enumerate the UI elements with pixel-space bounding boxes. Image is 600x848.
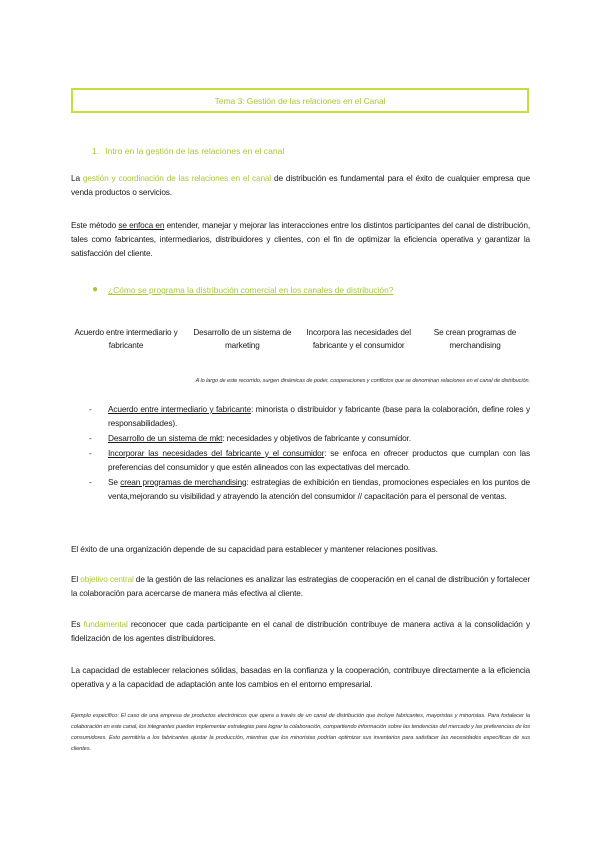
highlight-text: fundamental [83, 619, 128, 629]
question-bullet [92, 285, 393, 295]
stage-item: Se crean programas de merchandising [433, 328, 517, 350]
dash-marker: - [89, 404, 92, 414]
dash-marker: - [89, 447, 92, 458]
list-item [89, 431, 530, 445]
text-run: entender, manejar y mejorar las interacciones entre los distintos participantes del canal de distribución, tales como fabricantes, intermediarios, distribuidores y clientes, con el fin de optimizar la eficiencia operativa y garantizar la satisfacción del cliente. [71, 220, 531, 259]
paragraph-intro [71, 171, 530, 199]
dash-list [89, 402, 530, 503]
underlined-text: Desarrollo de un sistema de mkt [108, 432, 223, 443]
stages-caption: A lo largo de este recorrido, surgen dinámicas de poder, cooperaciones y conflictos que se denominan relaciones en el canal de distribución. [195, 378, 530, 384]
list-item [89, 446, 530, 474]
text-run: : estrategias de exhibición en tiendas, promociones especiales en los puntos de venta,mejorando su visibilidad y atrayendo la atención del consumidor // capacitación para el personal de ventas. [108, 476, 531, 501]
bullet-icon: ● [92, 284, 99, 295]
paragraph-objective [71, 572, 530, 600]
question-text: ¿Cómo se programa la distribución comercial en los canales de distribución? [108, 285, 394, 295]
section-label: Intro en la gestión de las relaciones en el canal [105, 146, 285, 156]
underlined-text: se enfoca en [118, 220, 165, 230]
list-item [89, 475, 530, 503]
text-run: Se [108, 476, 121, 487]
text-run: El [71, 574, 81, 584]
example-note: Ejemplo específico: El caso de una empresa de productos electrónicos que opera a través de un canal de distribución que incluye fabricantes, mayoristas y minoristas. Para fortalecer la colaboración en este canal, los integrantes pueden implementar estrategias para lograr la colaboración, compartiendo información sobre las tendencias del mercado y las preferencias de los consumidores. Esto permitiría a los fabricantes ajustar la producción, mientras que los minoristas podrían optimizar sus inventarios para satisfacer las necesidades específicas de sus clientes. [71, 713, 531, 752]
text-run: Este método [71, 220, 119, 230]
text-run: : se enfoca en ofrecer productos que cumplan con las preferencias del consumidor y que estén alineados con las expectativas del mercado. [108, 447, 530, 472]
underlined-text: crean programas de merchandising [120, 476, 247, 487]
underlined-text: Incorporar las necesidades del fabricante y el consumidor [108, 447, 325, 458]
dash-marker: - [89, 476, 92, 487]
section-heading [92, 146, 284, 156]
text-run: La [71, 173, 83, 183]
paragraph-fundamental [71, 617, 530, 645]
dash-marker: - [89, 432, 92, 443]
stage-item: Incorpora las necesidades del fabricante y el consumidor [306, 328, 411, 350]
text-run: reconocer que cada participante en el canal de distribución contribuye de manera activa a la consolidación y fidelización de los agentes distribuidores. [71, 619, 530, 644]
topic-title-box [71, 88, 529, 113]
highlight-text: gestión y coordinación de las relaciones en el canal [82, 173, 272, 183]
process-stages [71, 318, 530, 360]
paragraph-success: El éxito de una organización depende de su capacidad para establecer y mantener relaciones positivas. [71, 544, 438, 554]
text-run: Es [71, 619, 84, 629]
section-number: 1. [92, 146, 100, 156]
text-run: de la gestión de las relaciones es analizar las estrategias de cooperación en el canal de distribución y fortalecer la colaboración para acercarse de manera más efectiva al cliente. [71, 574, 530, 599]
stage-item: Acuerdo entre intermediario y fabricante [74, 328, 178, 350]
list-item [89, 402, 530, 430]
underlined-text: Acuerdo entre intermediario y fabricante [108, 404, 251, 414]
paragraph-capacity: La capacidad de establecer relaciones sólidas, basadas en la confianza y la cooperación, contribuye directamente a la eficiencia operativa y a la capacidad de adaptación ante los cambios en el entorno empresarial. [71, 665, 530, 690]
stage-item: Desarrollo de un sistema de marketing [193, 328, 292, 350]
text-run: de distribución es fundamental para el éxito de cualquier empresa que venda productos o servicios. [71, 173, 530, 198]
topic-title: Tema 3: Gestión de las relaciones en el Canal [214, 95, 386, 106]
text-run: : necesidades y objetivos de fabricante y consumidor. [222, 432, 411, 443]
text-run: : minorista o distribuidor y fabricante (base para la colaboración, define roles y responsabilidades). [108, 404, 531, 429]
highlight-text: objetivo central [80, 574, 134, 584]
paragraph-method [71, 218, 530, 261]
